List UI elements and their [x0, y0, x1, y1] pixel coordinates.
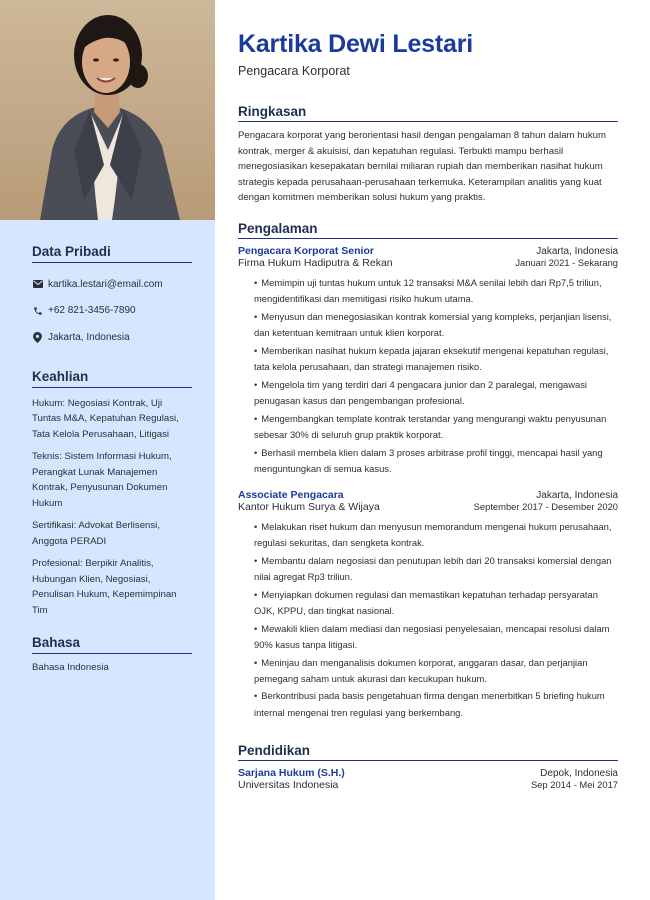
job-date: September 2017 - Desember 2020: [473, 500, 618, 512]
school-name: Universitas Indonesia: [238, 778, 339, 791]
job-entry: [238, 489, 618, 721]
bullet-item: • Memberikan nasihat hukum kepada jajaran eksekutif mengenai kepatuhan regulasi, tata kelola perusahaan, dan strategi manajemen risiko.: [254, 344, 609, 372]
language-heading: Bahasa: [32, 635, 192, 654]
candidate-name: Kartika Dewi Lestari: [238, 30, 473, 58]
degree: Sarjana Hukum (S.H.): [238, 766, 345, 779]
job-organization: Firma Hukum Hadiputra & Rekan: [238, 256, 393, 269]
skills-heading: Keahlian: [32, 369, 192, 388]
bullet-item: • Menyiapkan dokumen regulasi dan memastikan kepatuhan terhadap persyaratan OJK, KPPU, dan tingkat nasional.: [254, 588, 598, 616]
bullet-item: • Mengelola tim yang terdiri dari 4 pengacara junior dan 2 paralegal, mengawasi penugasan kasus dan pengembangan profesional.: [254, 378, 588, 406]
sidebar: [0, 0, 215, 900]
education-location: Depok, Indonesia: [540, 767, 618, 779]
main-content: [238, 28, 618, 791]
email-text[interactable]: kartika.lestari@email.com: [48, 278, 163, 290]
phone-text[interactable]: +62 821-3456-7890: [48, 305, 136, 317]
job-organization: Kantor Hukum Surya & Wijaya: [238, 500, 380, 513]
summary-heading: Ringkasan: [238, 104, 618, 122]
education-date: Sep 2014 - Mei 2017: [530, 778, 618, 790]
bullet-item: • Berkontribusi pada basis pengetahuan firma dengan menerbitkan 5 briefing hukum internal mengenai tren regulasi yang berkembang.: [254, 690, 605, 718]
email-row: [32, 271, 192, 298]
job-title: Associate Pengacara: [238, 488, 344, 501]
experience-heading: Pengalaman: [238, 221, 618, 239]
job-title: Pengacara Korporat Senior: [238, 244, 374, 257]
personal-heading: Data Pribadi: [32, 244, 192, 263]
mail-icon: [32, 279, 43, 290]
education-entry: [238, 767, 618, 791]
job-date: Januari 2021 - Sekarang: [515, 256, 618, 268]
language-item: Bahasa Indonesia: [32, 662, 109, 673]
bullet-item: • Meninjau dan menganalisis dokumen korporat, anggaran dasar, dan perjanjian pemegang saham untuk akurasi dan kecukupan hukum.: [254, 656, 588, 684]
bullet-item: • Membantu dalam negosiasi dan penutupan lebih dari 20 transaksi komersial dengan nilai agregat Rp3 triliun.: [254, 554, 612, 583]
candidate-role: Pengacara Korporat: [238, 64, 350, 78]
job-bullets: [254, 275, 618, 477]
skill-technical: Teknis: Sistem Informasi Hukum, Perangkat Lunak Manajemen Kontrak, Penyusunan Dokumen Hukum: [32, 451, 172, 509]
skill-certification: Sertifikasi: Advokat Berlisensi, Anggota PERADI: [32, 520, 160, 547]
sidebar-content: [32, 244, 192, 673]
bullet-item: • Mewakili klien dalam mediasi dan negosiasi penyelesaian, mencapai resolusi dalam 90% kasus tanpa litigasi.: [254, 622, 610, 650]
profile-photo: [0, 0, 215, 220]
education-heading: Pendidikan: [238, 743, 618, 761]
phone-row: [32, 298, 192, 325]
skill-professional: Profesional: Berpikir Analitis, Hubungan Klien, Negosiasi, Penulisan Hukum, Kepemimpinan Tim: [32, 558, 177, 616]
bullet-item: • Menyusun dan menegosiasikan kontrak komersial yang kompleks, perjanjian lisensi, dan ketentuan kemitraan untuk klien korporat.: [254, 310, 612, 339]
job-bullets: [254, 519, 618, 721]
bullet-item: • Melakukan riset hukum dan menyusun memorandum mengenai hukum perusahaan, regulasi sekuritas, dan sengketa kontrak.: [254, 520, 612, 549]
location-text: Jakarta, Indonesia: [48, 331, 130, 343]
job-location: Jakarta, Indonesia: [536, 245, 618, 257]
location-pin-icon: [32, 332, 43, 343]
bullet-item: • Memimpin uji tuntas hukum untuk 12 transaksi M&A senilai lebih dari Rp7,5 triliun, mengidentifikasi dan memitigasi risiko hukum utama.: [254, 276, 602, 305]
skill-legal: Hukum: Negosiasi Kontrak, Uji Tuntas M&A, Kepatuhan Regulasi, Tata Kelola Perusahaan, Litigasi: [32, 397, 179, 440]
job-entry: [238, 245, 618, 477]
summary-text: Pengacara korporat yang berorientasi hasil dengan pengalaman 8 tahun dalam hukum kontrak, merger & akuisisi, dan kepatuhan regulasi. Terbukti mampu berhasil menegosiasikan kesepakatan bernilai miliaran rupiah dan memberikan nasihat hukum strategis kepada perusahaan-perusahaan terkemuka. Keterampilan analitis yang kuat dengan komitmen memberikan solusi hukum yang praktis.: [238, 130, 607, 204]
bullet-item: • Berhasil membela klien dalam 3 proses arbitrase profil tinggi, mencapai hasil yang menguntungkan di semua kasus.: [254, 446, 603, 474]
location-row: [32, 324, 192, 351]
job-location: Jakarta, Indonesia: [536, 489, 618, 501]
bullet-item: • Mengembangkan template kontrak terstandar yang mengurangi waktu penyusunan sebesar 30% di seluruh grup praktik korporat.: [254, 412, 607, 440]
phone-icon: [32, 305, 43, 316]
